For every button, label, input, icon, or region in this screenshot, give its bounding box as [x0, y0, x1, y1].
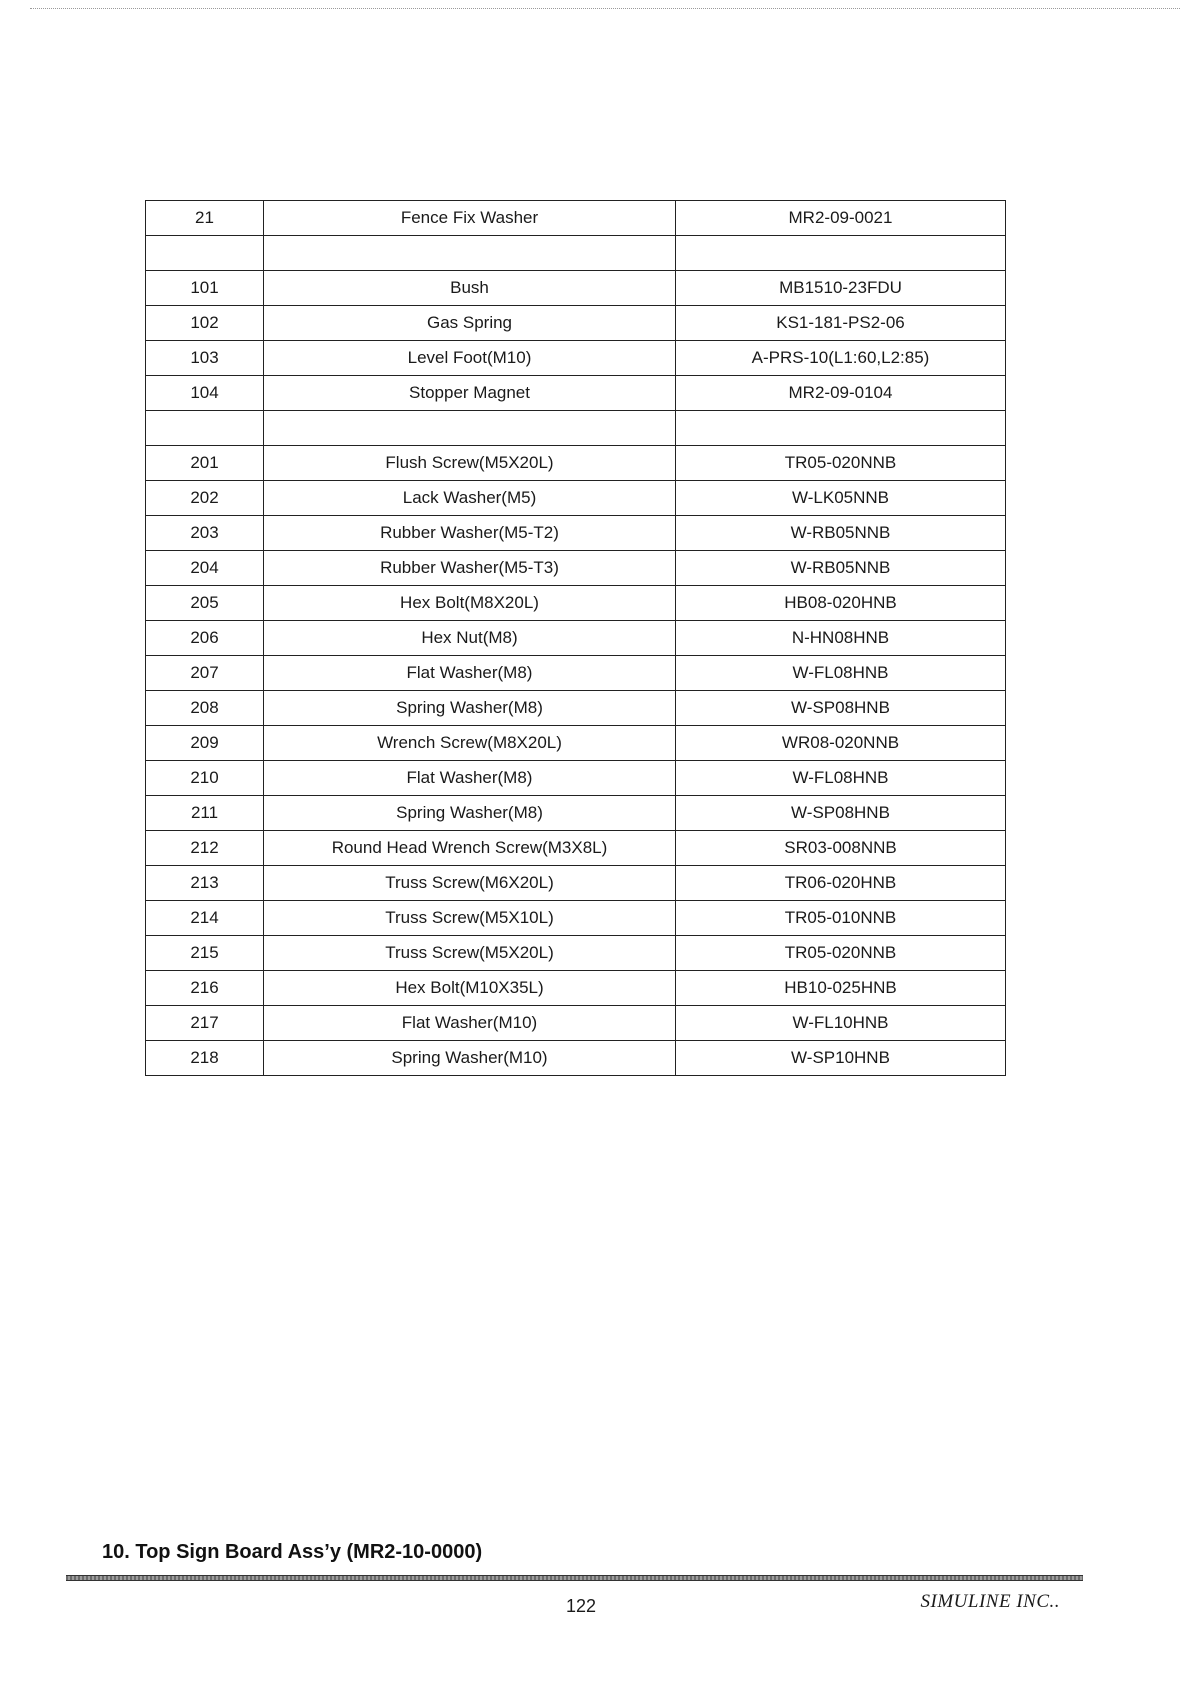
part-number-cell: 211: [146, 796, 264, 831]
description-cell: Rubber Washer(M5-T3): [264, 551, 676, 586]
description-cell: Hex Nut(M8): [264, 621, 676, 656]
part-number-cell: 205: [146, 586, 264, 621]
part-number-cell: 207: [146, 656, 264, 691]
description-cell: Rubber Washer(M5-T2): [264, 516, 676, 551]
part-number-cell: 213: [146, 866, 264, 901]
part-number-cell: 206: [146, 621, 264, 656]
part-number-cell: 212: [146, 831, 264, 866]
table-row: [146, 411, 1006, 446]
table-row: [146, 341, 1006, 376]
part-code-cell: TR05-010NNB: [676, 901, 1006, 936]
part-code-cell: [676, 236, 1006, 271]
part-code-cell: N-HN08HNB: [676, 621, 1006, 656]
table-row: [146, 796, 1006, 831]
description-cell: Truss Screw(M5X20L): [264, 936, 676, 971]
part-code-cell: W-FL10HNB: [676, 1006, 1006, 1041]
table-row: [146, 621, 1006, 656]
part-number-cell: 215: [146, 936, 264, 971]
part-code-cell: W-SP08HNB: [676, 796, 1006, 831]
part-number-cell: 203: [146, 516, 264, 551]
footer-rule: [66, 1575, 1083, 1581]
part-number-cell: 103: [146, 341, 264, 376]
part-code-cell: MR2-09-0104: [676, 376, 1006, 411]
part-code-cell: KS1-181-PS2-06: [676, 306, 1006, 341]
part-number-cell: 217: [146, 1006, 264, 1041]
table-row: [146, 376, 1006, 411]
description-cell: Truss Screw(M6X20L): [264, 866, 676, 901]
part-number-cell: 201: [146, 446, 264, 481]
part-code-cell: TR05-020NNB: [676, 446, 1006, 481]
part-number-cell: 216: [146, 971, 264, 1006]
table-row: [146, 691, 1006, 726]
part-code-cell: HB10-025HNB: [676, 971, 1006, 1006]
top-edge-dotted-line: [30, 8, 1180, 9]
table-row: [146, 936, 1006, 971]
table-row: [146, 586, 1006, 621]
section-heading: 10. Top Sign Board Ass’y (MR2-10-0000): [102, 1541, 483, 1563]
part-code-cell: MB1510-23FDU: [676, 271, 1006, 306]
part-code-cell: W-RB05NNB: [676, 516, 1006, 551]
part-number-cell: [146, 236, 264, 271]
table-row: [146, 831, 1006, 866]
table-row: [146, 306, 1006, 341]
parts-table: [145, 200, 1006, 1076]
description-cell: Wrench Screw(M8X20L): [264, 726, 676, 761]
part-number-cell: 204: [146, 551, 264, 586]
description-cell: Spring Washer(M10): [264, 1041, 676, 1076]
table-row: [146, 201, 1006, 236]
table-row: [146, 551, 1006, 586]
part-code-cell: W-LK05NNB: [676, 481, 1006, 516]
part-code-cell: W-RB05NNB: [676, 551, 1006, 586]
table-row: [146, 656, 1006, 691]
part-number-cell: 101: [146, 271, 264, 306]
part-number-cell: 218: [146, 1041, 264, 1076]
part-number-cell: 104: [146, 376, 264, 411]
description-cell: Spring Washer(M8): [264, 691, 676, 726]
page-number: 122: [566, 1596, 597, 1616]
part-number-cell: 202: [146, 481, 264, 516]
part-code-cell: [676, 411, 1006, 446]
part-number-cell: 210: [146, 761, 264, 796]
description-cell: Stopper Magnet: [264, 376, 676, 411]
description-cell: Flush Screw(M5X20L): [264, 446, 676, 481]
table-row: [146, 516, 1006, 551]
description-cell: Bush: [264, 271, 676, 306]
description-cell: [264, 236, 676, 271]
part-code-cell: TR05-020NNB: [676, 936, 1006, 971]
part-number-cell: 208: [146, 691, 264, 726]
description-cell: [264, 411, 676, 446]
description-cell: Hex Bolt(M8X20L): [264, 586, 676, 621]
description-cell: Lack Washer(M5): [264, 481, 676, 516]
description-cell: Spring Washer(M8): [264, 796, 676, 831]
description-cell: Fence Fix Washer: [264, 201, 676, 236]
description-cell: Gas Spring: [264, 306, 676, 341]
company-name: SIMULINE INC..: [920, 1591, 1060, 1612]
description-cell: Round Head Wrench Screw(M3X8L): [264, 831, 676, 866]
description-cell: Level Foot(M10): [264, 341, 676, 376]
part-code-cell: W-FL08HNB: [676, 656, 1006, 691]
table-row: [146, 901, 1006, 936]
parts-table-body: [146, 201, 1006, 1076]
part-code-cell: W-SP08HNB: [676, 691, 1006, 726]
part-code-cell: HB08-020HNB: [676, 586, 1006, 621]
part-number-cell: [146, 411, 264, 446]
table-row: [146, 446, 1006, 481]
table-row: [146, 236, 1006, 271]
table-row: [146, 1041, 1006, 1076]
table-row: [146, 1006, 1006, 1041]
table-row: [146, 866, 1006, 901]
part-code-cell: A-PRS-10(L1:60,L2:85): [676, 341, 1006, 376]
description-cell: Flat Washer(M10): [264, 1006, 676, 1041]
part-code-cell: WR08-020NNB: [676, 726, 1006, 761]
table-row: [146, 481, 1006, 516]
part-number-cell: 21: [146, 201, 264, 236]
part-code-cell: W-FL08HNB: [676, 761, 1006, 796]
part-code-cell: TR06-020HNB: [676, 866, 1006, 901]
part-number-cell: 102: [146, 306, 264, 341]
table-row: [146, 971, 1006, 1006]
table-row: [146, 271, 1006, 306]
part-number-cell: 209: [146, 726, 264, 761]
description-cell: Truss Screw(M5X10L): [264, 901, 676, 936]
description-cell: Hex Bolt(M10X35L): [264, 971, 676, 1006]
part-code-cell: SR03-008NNB: [676, 831, 1006, 866]
description-cell: Flat Washer(M8): [264, 656, 676, 691]
part-number-cell: 214: [146, 901, 264, 936]
table-row: [146, 761, 1006, 796]
description-cell: Flat Washer(M8): [264, 761, 676, 796]
table-row: [146, 726, 1006, 761]
part-code-cell: W-SP10HNB: [676, 1041, 1006, 1076]
part-code-cell: MR2-09-0021: [676, 201, 1006, 236]
